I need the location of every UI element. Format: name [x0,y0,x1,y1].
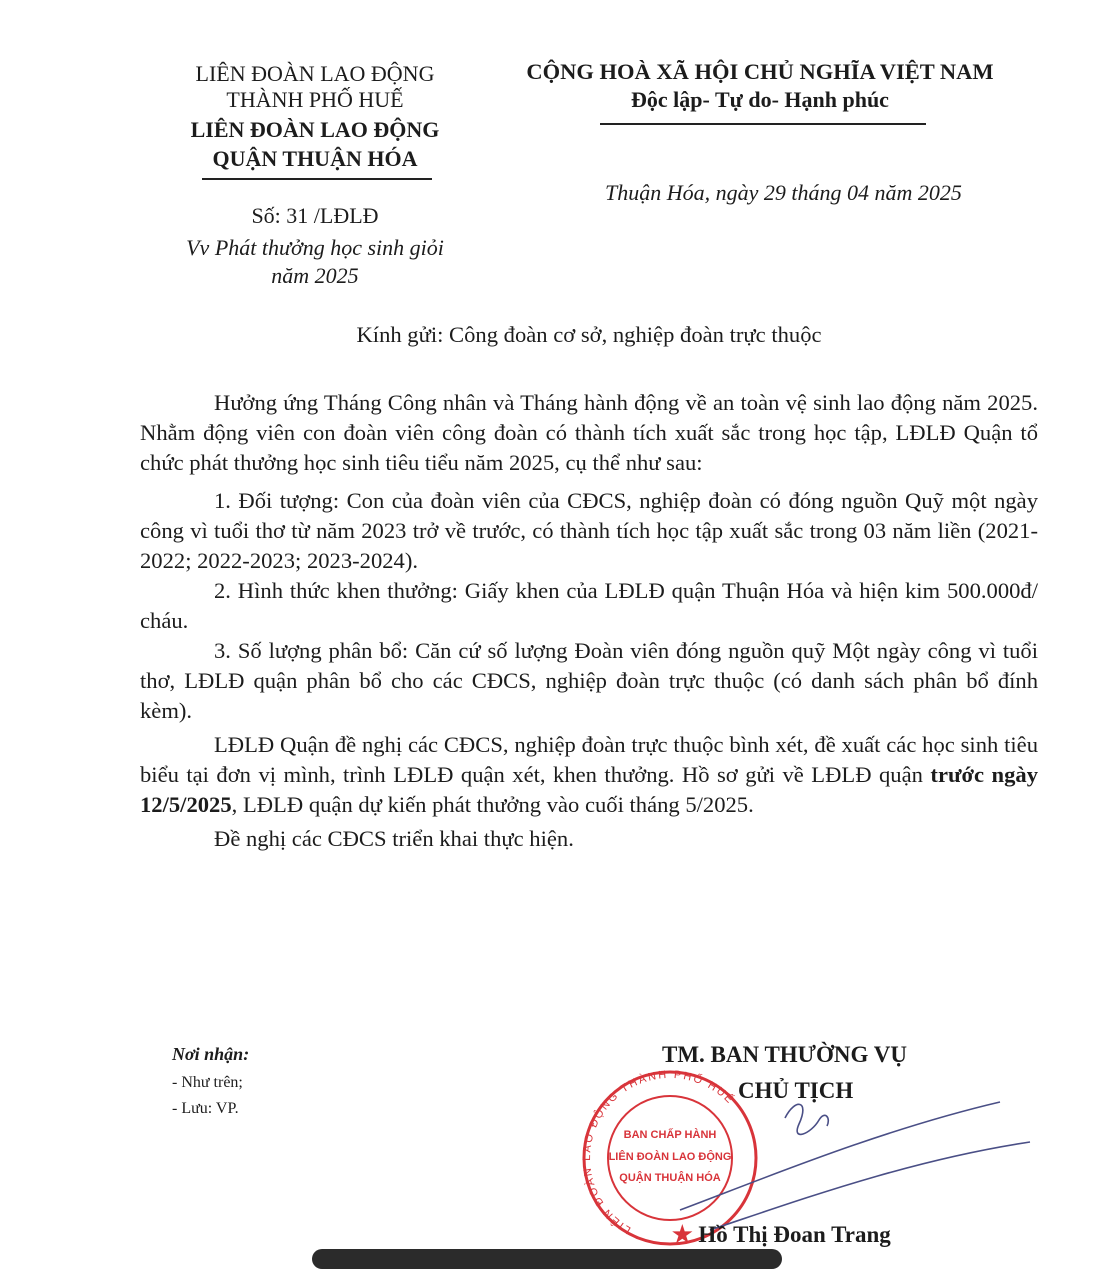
national-motto: Độc lập- Tự do- Hạnh phúc [631,87,889,112]
item-1-paragraph: 1. Đối tượng: Con của đoàn viên của CĐCS, nghiệp đoàn có đóng nguồn Quỹ một ngày công vì tuổi thơ từ năm 2023 trở về trước, có thành tích học tập xuất sắc trong 03 năm liền (2021-2022; 2022-2023; 2023-2024). [140,488,1038,573]
org-parent-line2: THÀNH PHỐ HUẾ [226,87,404,112]
org-name-line2: QUẬN THUẬN HÓA [212,146,418,171]
subject-line2: năm 2025 [271,263,359,288]
signer-name-text: Hồ Thị Đoan Trang [698,1222,891,1247]
stamp-line3: QUẬN THUẬN HÓA [619,1172,721,1184]
motto-underline [600,123,926,125]
request-paragraph [140,730,1038,820]
org-parent-line1: LIÊN ĐOÀN LAO ĐỘNG [195,61,435,86]
country-name: CỘNG HOÀ XÃ HỘI CHỦ NGHĨA VIỆT NAM [526,59,994,84]
org-name-line1: LIÊN ĐOÀN LAO ĐỘNG [190,117,440,142]
handwritten-signature [680,1102,1030,1230]
recipient-line: Kính gửi: Công đoàn cơ sở, nghiệp đoàn trực thuộc [356,322,822,347]
signer-name: ★ Hồ Thị Đoan Trang [672,1222,891,1247]
document-number: Số: 31 /LĐLĐ [251,203,379,228]
recipients-title: Nơi nhận: [172,1044,250,1064]
item-3-paragraph: 3. Số lượng phân bổ: Căn cứ số lượng Đoàn viên đóng nguồn quỹ Một ngày công vì tuổi thơ, LĐLĐ quận phân bổ cho các CĐCS, nghiệp đoàn trực thuộc (có danh sách phân bổ đính kèm). [140,638,1038,723]
place-date: Thuận Hóa, ngày 29 tháng 04 năm 2025 [605,180,962,205]
request-text-1: LĐLĐ Quận đề nghị các CĐCS, nghiệp đoàn trực thuộc bình xét, đề xuất các học sinh tiêu biểu tại đơn vị mình, trình LĐLĐ quận xét, khen thưởng. Hồ sơ gửi về LĐLĐ quận [140,732,1038,787]
signature-position: CHỦ TỊCH [738,1078,854,1103]
stamp-ring-text: LIÊN ĐOÀN LAO ĐỘNG THÀNH PHỐ HUẾ [581,1068,737,1236]
closing-paragraph: Đề nghị các CĐCS triển khai thực hiện. [214,826,574,851]
bottom-overlay-bar [312,1249,782,1269]
subject-line1: Vv Phát thưởng học sinh giỏi [186,235,444,260]
request-text-2: , LĐLĐ quận dự kiến phát thưởng vào cuối tháng 5/2025. [231,792,754,817]
body-text [140,388,1038,854]
stamp-line1: BAN CHẤP HÀNH [623,1129,717,1141]
item-2-paragraph: 2. Hình thức khen thưởng: Giấy khen của LĐLĐ quận Thuận Hóa và hiện kim 500.000đ/ cháu. [140,578,1038,633]
stamp-line2: LIÊN ĐOÀN LAO ĐỘNG [608,1151,732,1163]
signature-on-behalf: TM. BAN THƯỜNG VỤ [662,1042,907,1067]
recipients-line1: - Như trên; [172,1074,243,1091]
org-underline [202,178,432,180]
intro-paragraph: Hưởng ứng Tháng Công nhân và Tháng hành động về an toàn vệ sinh lao động năm 2025. Nhằm động viên con đoàn viên công đoàn có thành tích xuất sắc trong học tập, LĐLĐ Quận tổ chức phát thưởng học sinh tiêu tiểu năm 2025, cụ thể như sau: [140,390,1038,475]
recipients-line2: - Lưu: VP. [172,1100,239,1117]
deadline-text: trước ngày 12/5/2025 [140,762,1039,817]
